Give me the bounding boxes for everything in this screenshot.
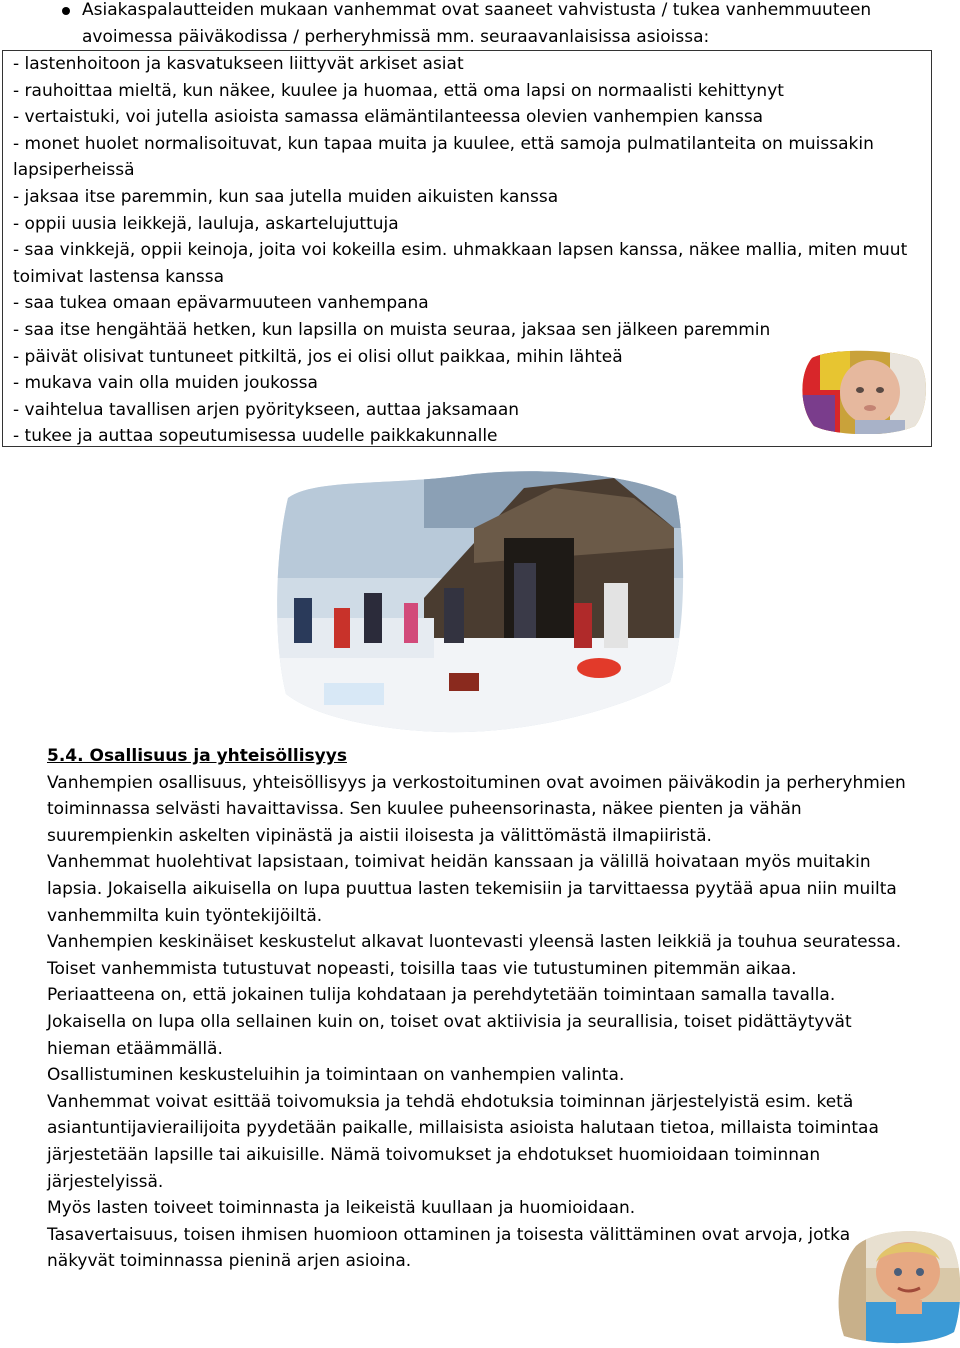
feedback-line: - mukava vain olla muiden joukossa (13, 373, 318, 394)
feedback-line: lapsiperheissä (13, 160, 135, 181)
feedback-line: toimivat lastensa kanssa (13, 266, 225, 287)
feedback-line: - jaksaa itse paremmin, kun saa jutella muiden aikuisten kanssa (13, 186, 559, 207)
section-line: Vanhempien keskinäiset keskustelut alkavat luontevasti yleensä lasten leikkiä ja touhua seuratessa. (47, 932, 902, 953)
section-line: hieman etäämmällä. (47, 1038, 223, 1059)
feedback-line: - vaihtelua tavallisen arjen pyöritykseen, auttaa jaksamaan (13, 399, 520, 420)
feedback-line: - vertaistuki, voi jutella asioista samassa elämäntilanteessa olevien vanhempien kanssa (13, 107, 764, 128)
bullet-dot (62, 7, 70, 15)
section-line: Periaatteena on, että jokainen tulija kohdataan ja perehdytetään toimintaan samalla tavalla. (47, 985, 836, 1006)
section-line: lapsia. Jokaisella aikuisella on lupa puuttua lasten tekemisiin ja tarvittaessa pyytää apua niin muilta (47, 878, 897, 899)
child-photo (836, 1228, 960, 1344)
bullet-text (82, 0, 935, 50)
section-line: näkyvät toiminnassa pieninä arjen asioina. (47, 1251, 412, 1272)
section-line: Vanhemmat huolehtivat lapsistaan, toimivat heidän kanssaan ja välillä hoivataan myös muitakin (47, 852, 871, 873)
outdoor-hut-photo-image (274, 468, 684, 736)
section-line: toiminnassa selvästi havaittavissa. Sen kuulee puheensorinasta, näkee pienten ja vähän (47, 799, 802, 820)
child-photo-image (836, 1228, 960, 1344)
bullet-line: avoimessa päiväkodissa / perheryhmissä mm. seuraavanlaisissa asioissa: (82, 26, 710, 47)
section-line: järjestelyissä. (47, 1171, 164, 1192)
feedback-box (2, 50, 932, 447)
section-line: Jokaisella on lupa olla sellainen kuin on, toiset ovat aktiivisia ja seurallisia, toiset pidättäytyvät (47, 1011, 852, 1032)
feedback-list (13, 51, 925, 450)
feedback-line: - rauhoittaa mieltä, kun näkee, kuulee ja huomaa, että oma lapsi on normaalisti kehittynyt (13, 80, 784, 101)
feedback-line: - tukee ja auttaa sopeutumisessa uudelle paikkakunnalle (13, 426, 498, 447)
section-line: Myös lasten toiveet toiminnasta ja leikeistä kuullaan ja huomioidaan. (47, 1198, 636, 1219)
feedback-line: - päivät olisivat tuntuneet pitkiltä, jos ei olisi ollut paikkaa, mihin lähteä (13, 346, 623, 367)
section-line: asiantuntijavierailijoita pyydetään paikalle, millaisista asioista halutaan tietoa, millaista toimintaa (47, 1118, 879, 1139)
baby-photo-image (800, 350, 928, 434)
feedback-line: - lastenhoitoon ja kasvatukseen liittyvät arkiset asiat (13, 54, 464, 74)
bullet-line: Asiakaspalautteiden mukaan vanhemmat ovat saaneet vahvistusta / tukea vanhemmuuteen (82, 0, 872, 20)
section-line: Tasavertaisuus, toisen ihmisen huomioon ottaminen ja toisesta välittäminen ovat arvoja, jotka (47, 1224, 851, 1245)
feedback-line: - oppii uusia leikkejä, lauluja, askartelujuttuja (13, 213, 399, 234)
section-line: Vanhempien osallisuus, yhteisöllisyys ja verkostoituminen ovat avoimen päiväkodin ja perheryhmien (47, 772, 906, 793)
outdoor-hut-photo (274, 468, 684, 736)
section-line: Vanhemmat voivat esittää toivomuksia ja tehdä ehdotuksia toiminnan järjestelyistä esim. ketä (47, 1091, 854, 1112)
section-line: suurempienkin askelten vipinästä ja aistii iloisesta ja välittömästä ilmapiiristä. (47, 825, 712, 846)
section-line: Toiset vanhemmista tutustuvat nopeasti, toisilla taas vie tutustuminen pitemmän aikaa. (47, 958, 797, 979)
feedback-line: - monet huolet normalisoituvat, kun tapaa muita ja kuulee, että samoja pulmatilanteita on muissakin (13, 133, 874, 154)
section-line: Osallistuminen keskusteluihin ja toimintaan on vanhempien valinta. (47, 1065, 625, 1086)
feedback-line: - saa tukea omaan epävarmuuteen vanhempana (13, 293, 429, 314)
section-line: järjestetään lapsille tai aikuisille. Nämä toivomukset ja ehdotukset huomioidaan toiminnan (47, 1144, 821, 1165)
baby-photo (800, 350, 928, 434)
feedback-line: - saa itse hengähtää hetken, kun lapsilla on muista seuraa, jaksaa sen jälkeen paremmin (13, 319, 771, 340)
top-bullet-item (45, 0, 935, 50)
feedback-line: - saa vinkkejä, oppii keinoja, joita voi kokeilla esim. uhmakkaan lapsen kanssa, näkee mallia, miten muut (13, 240, 908, 261)
section-osallisuus (47, 743, 932, 1275)
section-line: vanhemmilta kuin työntekijöiltä. (47, 905, 323, 926)
section-heading: 5.4. Osallisuus ja yhteisöllisyys (47, 746, 347, 766)
